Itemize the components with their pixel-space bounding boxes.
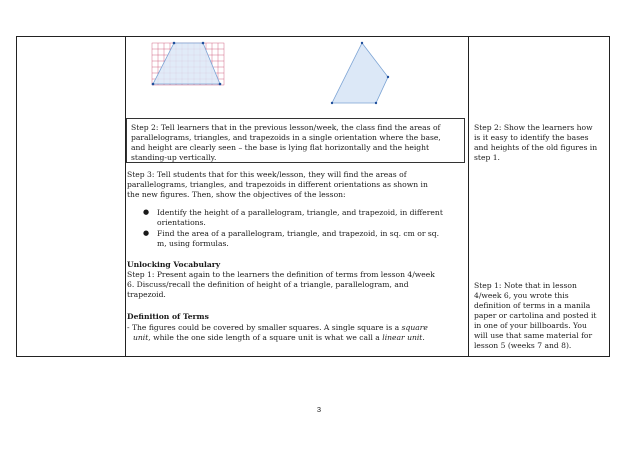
teacher-step1-line: Step 1: Note that in lesson xyxy=(474,281,577,290)
teacher-step2-line: is it easy to identify the bases xyxy=(474,133,589,142)
trapezoid-grid-figure xyxy=(150,41,230,89)
vertex-dot xyxy=(331,102,333,104)
bullet-dot: ● xyxy=(143,229,150,237)
teacher-step2-line: Step 2: Show the learners how xyxy=(474,123,593,132)
vertex-dot xyxy=(219,83,222,86)
teacher-step1-line: lesson 5 (weeks 7 and 8). xyxy=(474,341,572,350)
step3-line: Step 3: Tell students that for this week/lesson, they will find the areas of xyxy=(127,170,407,179)
unlocking-line: Step 1: Present again to the learners the definition of terms from lesson 4/week xyxy=(127,270,435,279)
teacher-step2-line: and heights of the old figures in xyxy=(474,143,598,152)
definition-line xyxy=(127,323,428,333)
objective-line: m, using formulas. xyxy=(157,239,229,248)
vertex-dot xyxy=(202,42,205,45)
step3-line: parallelograms, triangles, and trapezoids in different orientations as shown in xyxy=(127,180,428,189)
quadrilateral-figure xyxy=(328,38,398,108)
objective-line: orientations. xyxy=(157,218,206,227)
definition-term-linear-unit: linear unit. xyxy=(382,333,425,342)
definition-line xyxy=(133,333,425,343)
teacher-step2-line: step 1. xyxy=(474,153,500,162)
page-number: 3 xyxy=(316,405,322,414)
column-divider-2 xyxy=(468,37,469,356)
unlocking-line: 6. Discuss/recall the definition of height of a triangle, parallelogram, and xyxy=(127,280,409,289)
teacher-step1-line: in one of your billboards. You xyxy=(474,321,587,330)
teacher-step1-line: paper or cartolina and posted it xyxy=(474,311,597,320)
teacher-step1-line: definition of terms in a manila xyxy=(474,301,591,310)
vertex-dot xyxy=(173,42,176,45)
vertex-dot xyxy=(361,42,363,44)
step3-line: the new figures. Then, show the objectives of the lesson: xyxy=(127,190,346,199)
vertex-dot xyxy=(152,83,155,86)
vertex-dot xyxy=(375,102,377,104)
definition-of-terms-heading: Definition of Terms xyxy=(127,312,209,321)
teacher-step1-line: will use that same material for xyxy=(474,331,593,340)
unlocking-vocabulary-heading: Unlocking Vocabulary xyxy=(127,260,221,269)
definition-text: - The figures could be covered by smaller squares. A single square is a xyxy=(127,323,402,332)
step2-line: standing-up vertically. xyxy=(131,153,217,162)
definition-term-unit: unit, xyxy=(133,333,151,342)
step2-line: and height are clearly seen – the base is lying flat horizontally and the height xyxy=(131,143,430,152)
step2-line: parallelograms, triangles, and trapezoids in a single orientation where the base, xyxy=(131,133,441,142)
teacher-step1-line: 4/week 6, you wrote this xyxy=(474,291,569,300)
bullet-dot: ● xyxy=(143,208,150,216)
definition-term-square-unit: square xyxy=(401,323,428,332)
vertex-dot xyxy=(387,76,389,78)
column-divider-1 xyxy=(125,37,126,356)
definition-text: while the one side length of a square unit is what we call a xyxy=(150,333,383,342)
step2-line: Step 2: Tell learners that in the previous lesson/week, the class find the areas of xyxy=(131,123,441,132)
unlocking-line: trapezoid. xyxy=(127,290,166,299)
quadrilateral-shape xyxy=(332,43,388,103)
objective-line: Find the area of a parallelogram, triangle, and trapezoid, in sq. cm or sq. xyxy=(157,229,440,238)
objective-line: Identify the height of a parallelogram, triangle, and trapezoid, in different xyxy=(157,208,443,217)
